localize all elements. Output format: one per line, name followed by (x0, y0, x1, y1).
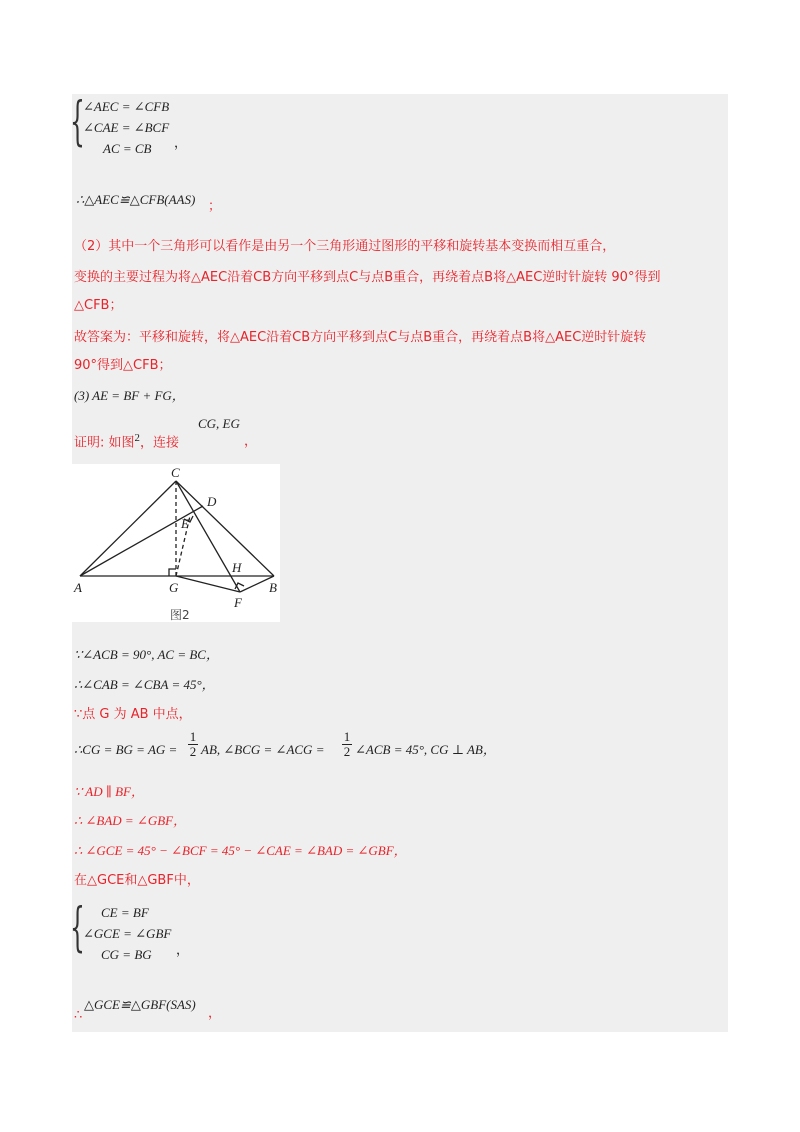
geometry-figure (72, 464, 280, 622)
part3-proof-intro (74, 429, 179, 452)
sys1-line3: AC = CB (103, 141, 152, 156)
sys1-tail: ， (174, 135, 188, 150)
label-F: F (234, 595, 242, 610)
fraction-numerator-2: 1 (343, 729, 351, 744)
figure-svg (72, 464, 280, 622)
proof-line-4b: AB, ∠BCG = ∠ACG = (201, 742, 325, 757)
therefore-symbol: ∴ (74, 1007, 83, 1022)
proof-line-4a: ∴CG = BG = AG = (74, 742, 178, 757)
part2-line3: △CFB； (74, 298, 123, 313)
proof-intro-text: 证明: 如图 (74, 435, 135, 451)
proof-line-2: ∴∠CAB = ∠CBA = 45°， (74, 677, 215, 692)
connect-text: ，连接 (139, 435, 179, 451)
fraction-half-2 (342, 730, 352, 759)
conclusion-2: △GCE≌△GBF(SAS) (84, 997, 196, 1012)
equation-system-2 (83, 902, 171, 965)
connect-punct: ， (244, 433, 258, 448)
conclusion-1-punct: ； (208, 198, 222, 213)
proof-line-6: ∴ ∠BAD = ∠GBF， (74, 813, 187, 828)
label-D: D (207, 494, 217, 509)
label-B: B (269, 580, 277, 595)
conclusion-2-punct: ， (208, 1005, 222, 1020)
label-E: E (181, 516, 189, 531)
proof-line-3: ∵点 G 为 AB 中点， (74, 707, 192, 722)
sys1-line1: ∠AEC = ∠CFB (83, 99, 170, 114)
label-C: C (171, 465, 180, 480)
right-angle-F (235, 583, 244, 589)
fraction-denominator-2: 2 (343, 744, 351, 759)
segment-GF (176, 576, 240, 592)
proof-line-4c: ∠ACB = 45°, CG ⊥ AB， (355, 742, 496, 757)
segment-CB (176, 481, 274, 576)
equation-system-1 (83, 96, 169, 159)
left-brace-2: { (70, 898, 85, 958)
part2-line1: （2）其中一个三角形可以看作是由另一个三角形通过图形的平移和旋转基本变换而相互重合， (74, 239, 616, 254)
conclusion-1: ∴△AEC≌△CFB(AAS) (76, 192, 196, 207)
proof-line-7: ∴ ∠GCE = 45° − ∠BCF = 45° − ∠CAE = ∠BAD = ∠GBF， (74, 843, 407, 858)
proof-line-5: ∵ AD ∥ BF， (74, 784, 145, 799)
proof-line-1: ∵∠ACB = 90°, AC = BC， (74, 647, 219, 662)
part2-line2: 变换的主要过程为将△AEC沿着CB方向平移到点C与点B重合，再绕着点B将△AEC逆时针旋转 90°得到 (74, 270, 661, 285)
left-brace: { (70, 92, 85, 152)
right-angle-G (169, 569, 176, 576)
part3-claim: (3) AE = BF + FG， (74, 388, 185, 403)
fraction-numerator: 1 (189, 729, 197, 744)
label-A: A (74, 580, 82, 595)
fraction-half-1 (188, 730, 198, 759)
label-H: H (232, 560, 242, 575)
connect-segments: CG, EG (198, 416, 240, 431)
label-G: G (169, 580, 179, 595)
part2-answer-line1: 故答案为：平移和旋转，将△AEC沿着CB方向平移到点C与点B重合，再绕着点B将△AEC逆时针旋转 (74, 330, 647, 345)
part2-answer-line2: 90°得到△CFB； (74, 358, 172, 373)
segment-AC (80, 481, 176, 576)
sys2-line2: ∠GCE = ∠GBF (83, 926, 172, 941)
fraction-denominator: 2 (189, 744, 197, 759)
sys2-line1: CE = BF (101, 905, 149, 920)
proof-line-8: 在△GCE和△GBF中， (74, 873, 200, 888)
sys2-tail: ， (176, 942, 190, 957)
figure-caption: 图2 (170, 608, 190, 622)
sys2-line3: CG = BG (101, 947, 152, 962)
figure-number: 2 (134, 432, 140, 444)
sys1-line2: ∠CAE = ∠BCF (83, 120, 170, 135)
